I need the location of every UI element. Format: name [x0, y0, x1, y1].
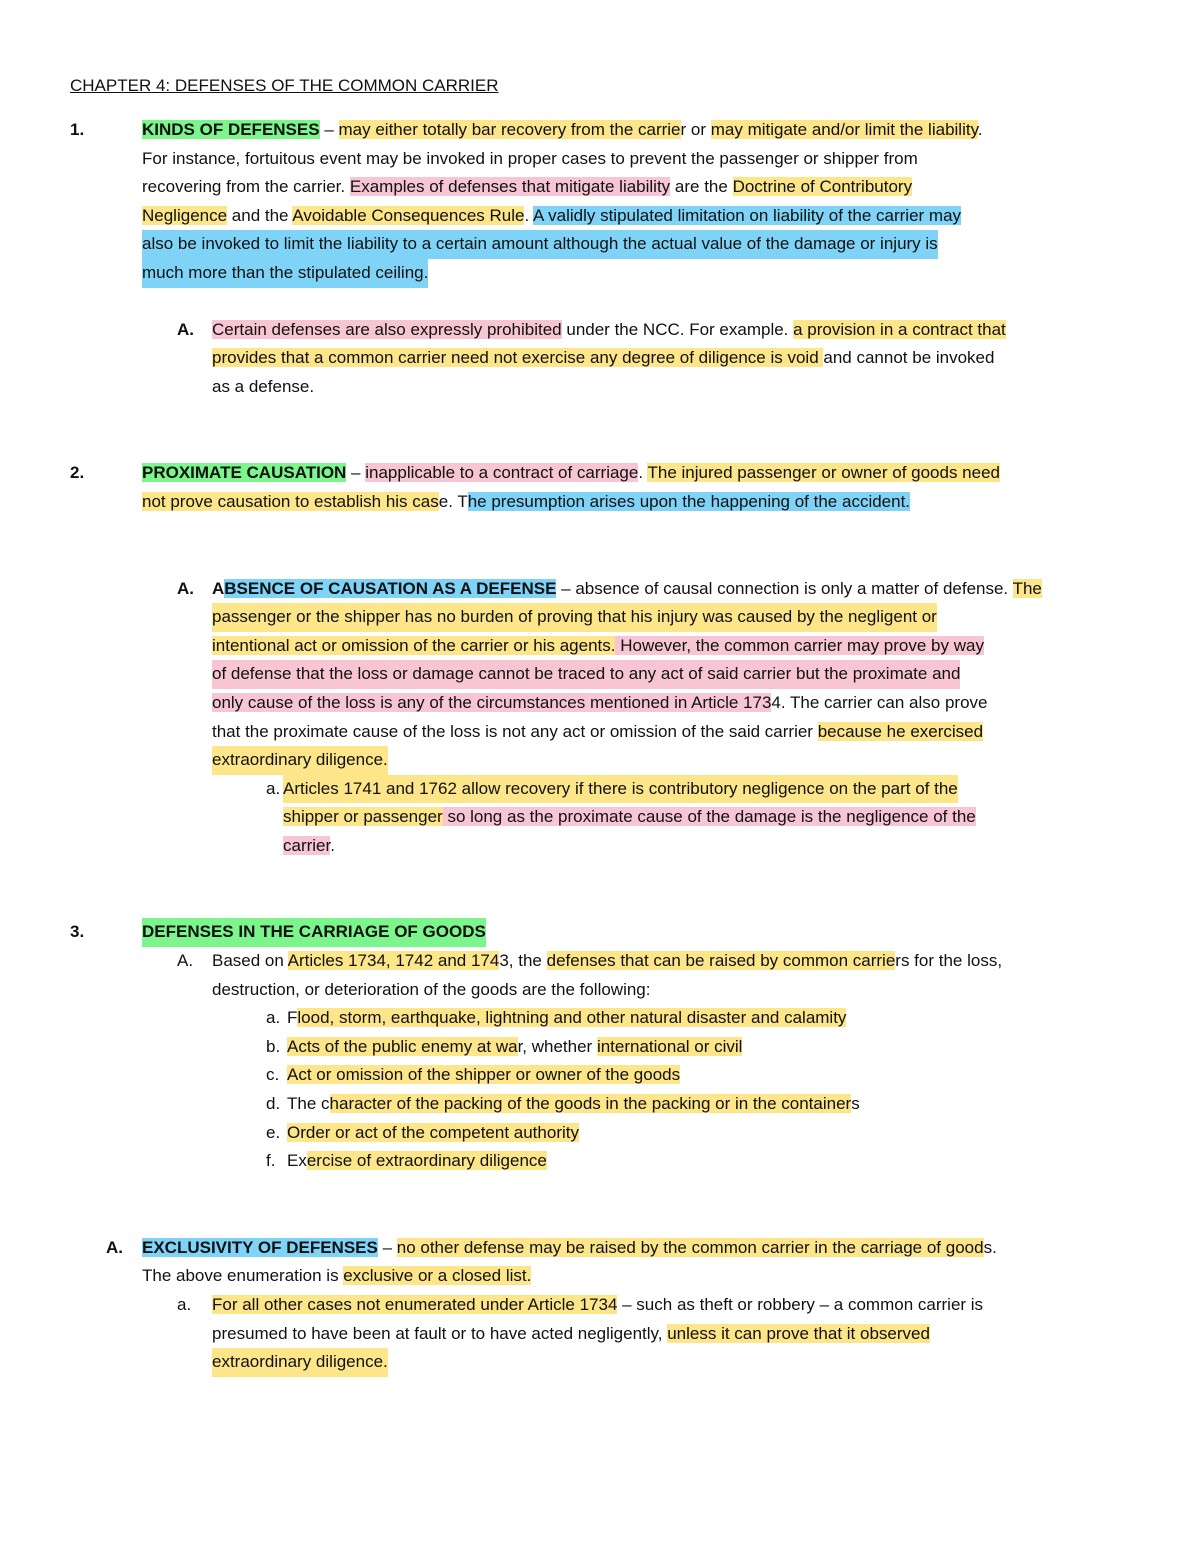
paragraph-line: also be invoked to limit the liability to a certain amount although the actual value of the damage or injury is: [142, 230, 938, 259]
highlight: shipper or passenger: [283, 807, 443, 827]
highlight: international or civil: [596, 1036, 743, 1056]
list-item: [70, 1061, 1140, 1090]
document: [70, 74, 1140, 1377]
sub-marker: A.: [177, 578, 194, 598]
highlight: so long as the proximate cause of the damage is the negligence of the: [442, 807, 976, 827]
highlight: Articles 1734, 1742 and 174: [287, 951, 500, 971]
text: and the: [227, 205, 293, 225]
section-kinds-of-defenses: [70, 116, 1140, 401]
highlight: Order or act of the competent authority: [287, 1122, 579, 1142]
list-item: [70, 1004, 1140, 1033]
section-heading: DEFENSES IN THE CARRIAGE OF GOODS: [142, 918, 486, 947]
highlight: provides that a common carrier need not exercise any degree of diligence is void: [212, 348, 824, 368]
text: The c: [287, 1094, 330, 1114]
list-marker: f.: [266, 1151, 276, 1171]
highlight: However, the common carrier may prove by way: [615, 635, 984, 655]
list-item: [70, 1119, 1140, 1148]
paragraph-line: Articles 1741 and 1762 allow recovery if there is contributory negligence on the part of the: [283, 775, 958, 804]
highlight: carrier: [283, 835, 331, 855]
text: – such as theft or robbery – a common carrier is: [617, 1295, 984, 1314]
highlight: may either totally bar recovery from the carrie: [338, 120, 681, 139]
highlight: no other defense may be raised by the common carrier in the carriage of good: [396, 1237, 984, 1257]
paragraph-line: much more than the stipulated ceiling.: [142, 259, 428, 288]
highlight: inapplicable to a contract of carriage: [365, 463, 639, 483]
text: Ex: [287, 1151, 307, 1171]
list-item: [70, 1147, 1140, 1176]
text: s.: [983, 1237, 997, 1257]
section-heading: KINDS OF DEFENSES: [142, 120, 320, 139]
text: A: [212, 578, 225, 598]
section-heading: EXCLUSIVITY OF DEFENSES: [142, 1237, 378, 1257]
section-marker: A.: [106, 1237, 123, 1257]
list-item: [70, 1033, 1140, 1062]
chapter-title: CHAPTER 4: DEFENSES OF THE COMMON CARRIER: [70, 76, 499, 95]
highlight: A validly stipulated limitation on liability of the carrier may: [533, 205, 962, 225]
sub-marker: A.: [177, 951, 194, 971]
text: .: [977, 120, 983, 139]
text: e. T: [438, 491, 468, 511]
text: 4. The carrier can also prove: [771, 692, 988, 712]
highlight: may mitigate and/or limit the liability: [710, 120, 978, 139]
paragraph-line: as a defense.: [212, 376, 315, 396]
highlight: unless it can prove that it observed: [667, 1323, 930, 1343]
list-marker: a.: [266, 1008, 281, 1028]
highlight: Negligence: [142, 205, 228, 225]
list-marker: e.: [266, 1122, 281, 1142]
highlight: defenses that can be raised by common carrie: [546, 951, 896, 971]
text: that the proximate cause of the loss is not any act or omission of the said carrier: [212, 721, 818, 741]
highlight: because he exercised: [817, 721, 984, 741]
text: –: [377, 1237, 397, 1257]
paragraph-line: passenger or the shipper has no burden of proving that his injury was caused by the negligent or: [212, 603, 937, 632]
highlight: The: [1012, 578, 1042, 598]
highlight: not prove causation to establish his cas: [142, 491, 439, 511]
highlight: only cause of the loss is any of the circumstances mentioned in Article 173: [212, 692, 772, 712]
section-heading: PROXIMATE CAUSATION: [142, 463, 347, 483]
text: and cannot be invoked: [823, 348, 995, 368]
highlight: ercise of extraordinary diligence: [306, 1151, 547, 1171]
highlight: Examples of defenses that mitigate liability: [349, 177, 671, 197]
text: s: [851, 1094, 860, 1114]
section-defenses-carriage-of-goods: [70, 918, 1140, 1175]
section-number: 2.: [70, 463, 85, 483]
text: F: [287, 1008, 298, 1028]
highlight: Acts of the public enemy at wa: [287, 1036, 518, 1056]
list-item: [70, 1090, 1140, 1119]
highlight: The injured passenger or owner of goods need: [647, 463, 1000, 483]
paragraph-line: For instance, fortuitous event may be invoked in proper cases to prevent the passenger or shipper from: [142, 148, 918, 168]
highlight: intentional act or omission of the carrier or his agents.: [212, 635, 616, 655]
text: r, whether: [517, 1036, 597, 1056]
sub-heading: BSENCE OF CAUSATION AS A DEFENSE: [224, 578, 557, 598]
text: –: [319, 120, 339, 139]
list-marker: c.: [266, 1065, 280, 1085]
list-marker: d.: [266, 1094, 281, 1114]
highlight: Act or omission of the shipper or owner of the goods: [287, 1065, 681, 1085]
highlight: Doctrine of Contributory: [732, 177, 913, 197]
highlight: haracter of the packing of the goods in the packing or in the container: [329, 1094, 852, 1114]
paragraph-line: destruction, or deterioration of the goods are the following:: [212, 979, 651, 999]
sub-marker: A.: [177, 319, 194, 339]
highlight: exclusive or a closed list.: [343, 1266, 532, 1286]
paragraph-line: extraordinary diligence.: [212, 1348, 388, 1377]
highlight: he presumption arises upon the happening of the accident.: [467, 491, 911, 511]
text: 3, the: [499, 951, 547, 971]
paragraph-line: of defense that the loss or damage cannot be traced to any act of said carrier but the proximate and: [212, 660, 960, 689]
highlight: lood, storm, earthquake, lightning and other natural disaster and calamity: [297, 1008, 847, 1028]
text: .: [330, 835, 335, 855]
section-number: 3.: [70, 922, 85, 942]
highlight: For all other cases not enumerated under Article 1734: [212, 1295, 618, 1314]
highlight: a provision in a contract that: [793, 319, 1006, 339]
section-number: 1.: [70, 120, 85, 139]
sub-marker: a.: [177, 1295, 192, 1314]
text: – absence of causal connection is only a matter of defense.: [556, 578, 1013, 598]
text: r or: [680, 120, 711, 139]
section-proximate-causation: [70, 459, 1140, 860]
text: rs for the loss,: [895, 951, 1003, 971]
highlight: Avoidable Consequences Rule: [292, 205, 525, 225]
highlight: Certain defenses are also expressly prohibited: [212, 319, 562, 339]
paragraph-line: extraordinary diligence.: [212, 746, 388, 775]
section-exclusivity-of-defenses: [70, 1234, 1140, 1377]
text: .: [524, 205, 533, 225]
text: presumed to have been at fault or to have acted negligently,: [212, 1323, 668, 1343]
text: under the NCC. For example.: [561, 319, 794, 339]
list-marker: b.: [266, 1036, 281, 1056]
text: are the: [670, 177, 733, 197]
text: The above enumeration is: [142, 1266, 344, 1286]
text: –: [346, 463, 366, 483]
text: Based on: [212, 951, 288, 971]
sub-marker: a.: [266, 778, 281, 798]
text: recovering from the carrier.: [142, 177, 350, 197]
text: .: [638, 463, 648, 483]
